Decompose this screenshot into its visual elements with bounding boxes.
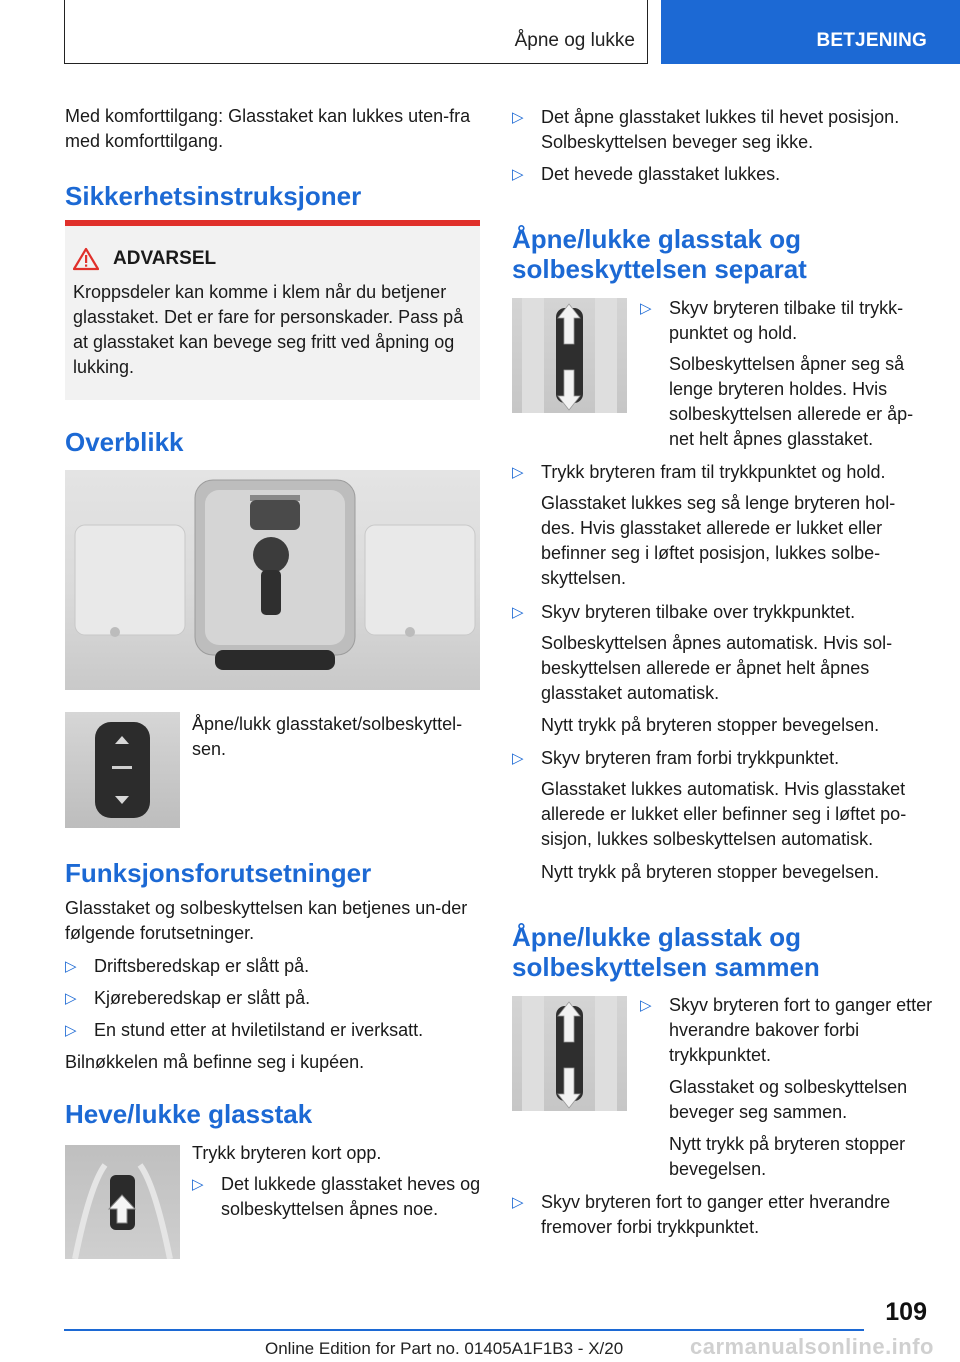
sep-item-4-note: Nytt trykk på bryteren stopper bevegelsen. <box>541 862 880 882</box>
top-item: ▷ Det åpne glasstaket lukkes til hevet posisjon. Solbeskyttelsen beveger seg ikke. <box>512 107 900 152</box>
warning-title-row <box>73 246 472 271</box>
raise-heading: Heve/lukke glasstak <box>65 1099 313 1129</box>
switch-caption: Åpne/lukk glasstaket/solbeskyttel‐sen. <box>192 714 463 759</box>
func-item: ▷ En stund etter at hviletilstand er iverksatt. <box>65 1018 504 1043</box>
footer-rule <box>64 1329 864 1331</box>
bullet-triangle-icon: ▷ <box>512 604 524 621</box>
warning-triangle-icon <box>73 247 99 271</box>
sep-item-1-detail: Solbeskyttelsen åpner seg så lenge bryteren holdes. Hvis solbeskyttelsen allerede er åp‐net helt åpnes glasstaket. <box>669 354 914 449</box>
sep-item-2: ▷ Trykk bryteren fram til trykkpunktet og hold. <box>512 460 956 485</box>
bullet-triangle-icon: ▷ <box>65 958 77 975</box>
warning-text: Kroppsdeler kan komme i klem når du betjener glasstaket. Det er fare for personskader. Pass på at glasstaket kan bevege seg fritt ved åpning og lukking. <box>73 282 464 377</box>
header-section-box <box>661 0 960 64</box>
separate-switch-image <box>512 298 627 413</box>
sep-item-3-detail: Solbeskyttelsen åpnes automatisk. Hvis sol‐beskyttelsen allerede er åpnet helt åpnes glasstaket automatisk. <box>541 633 893 703</box>
tog-item-1: ▷ Skyv bryteren fort to ganger etter hverandre bakover forbi trykkpunktet. <box>640 995 933 1065</box>
header-section: BETJENING <box>816 30 927 51</box>
together-heading: Åpne/lukke glasstak og solbeskyttelsen sammen <box>512 922 820 982</box>
sep-item-3-note: Nytt trykk på bryteren stopper bevegelsen. <box>541 715 880 735</box>
edition-text: Online Edition for Part no. 01405A1F1B3 - X/20 <box>265 1339 624 1358</box>
bullet-triangle-icon: ▷ <box>65 990 77 1007</box>
header-title-box <box>64 0 648 64</box>
page-number: 109 <box>885 1298 927 1326</box>
sep-item-3: ▷ Skyv bryteren tilbake over trykkpunktet. <box>512 600 956 625</box>
overhead-console-illustration <box>65 470 480 690</box>
tog-item-2: ▷ Skyv bryteren fort to ganger etter hverandre fremover forbi trykkpunktet. <box>512 1192 891 1237</box>
bullet-triangle-icon: ▷ <box>192 1176 204 1193</box>
bullet-triangle-icon: ▷ <box>65 1022 77 1039</box>
raise-switch-illustration <box>65 1145 180 1259</box>
sep-item-1: ▷ Skyv bryteren tilbake til trykk‐punktet og hold. <box>640 298 904 343</box>
sep-item-4: ▷ Skyv bryteren fram forbi trykkpunktet. <box>512 746 956 771</box>
bullet-triangle-icon: ▷ <box>512 109 524 126</box>
overview-heading: Overblikk <box>65 427 184 457</box>
func-item: ▷ Driftsberedskap er slått på. <box>65 954 504 979</box>
bullet-triangle-icon: ▷ <box>512 464 524 481</box>
separate-heading: Åpne/lukke glasstak og solbeskyttelsen separat <box>512 224 807 284</box>
sep-item-2-detail: Glasstaket lukkes seg så lenge bryteren hol‐des. Hvis glasstaket allerede er lukket eller befinner seg i løftet posisjon, lukkes solbe‐skyttelsen. <box>541 493 896 588</box>
func-heading: Funksjonsforutsetninger <box>65 858 372 888</box>
warning-box <box>65 220 480 400</box>
roof-switch-illustration <box>65 712 180 828</box>
raise-item: ▷ Det lukkede glasstaket heves og solbeskyttelsen åpnes noe. <box>192 1174 481 1219</box>
watermark: carmanualsonline.info <box>690 1334 934 1359</box>
func-intro: Glasstaket og solbeskyttelsen kan betjenes un‐der følgende forutsetninger. <box>65 898 468 943</box>
safety-heading: Sikkerhetsinstruksjoner <box>65 181 362 211</box>
tog-item-1-note: Nytt trykk på bryteren stopper bevegelsen. <box>669 1134 906 1179</box>
overhead-console-image <box>65 470 480 690</box>
bullet-triangle-icon: ▷ <box>640 997 652 1014</box>
sep-item-4-detail: Glasstaket lukkes automatisk. Hvis glasstaket allerede er lukket eller befinner seg i løftet po‐sisjon, lukkes solbeskyttelsen automatisk. <box>541 779 907 849</box>
header-title: Åpne og lukke <box>514 30 635 51</box>
bullet-triangle-icon: ▷ <box>512 750 524 767</box>
intro-text: Med komforttilgang: Glasstaket kan lukkes uten‐fra med komforttilgang. <box>65 106 471 151</box>
bullet-triangle-icon: ▷ <box>512 166 524 183</box>
raise-switch-image <box>65 1145 180 1259</box>
roof-switch-closeup-image <box>65 712 180 828</box>
bullet-triangle-icon: ▷ <box>512 1194 524 1211</box>
together-switch-image <box>512 996 627 1111</box>
together-switch-illustration <box>512 996 627 1111</box>
raise-intro: Trykk bryteren kort opp. <box>192 1143 382 1163</box>
top-item: ▷ Det hevede glasstaket lukkes. <box>512 162 956 187</box>
func-note: Bilnøkkelen må befinne seg i kupéen. <box>65 1052 365 1072</box>
func-item: ▷ Kjøreberedskap er slått på. <box>65 986 504 1011</box>
tog-item-1-detail: Glasstaket og solbeskyttelsen beveger seg sammen. <box>669 1077 908 1122</box>
bullet-triangle-icon: ▷ <box>640 300 652 317</box>
separate-switch-illustration <box>512 298 627 413</box>
warning-title: ADVARSEL <box>113 248 217 269</box>
